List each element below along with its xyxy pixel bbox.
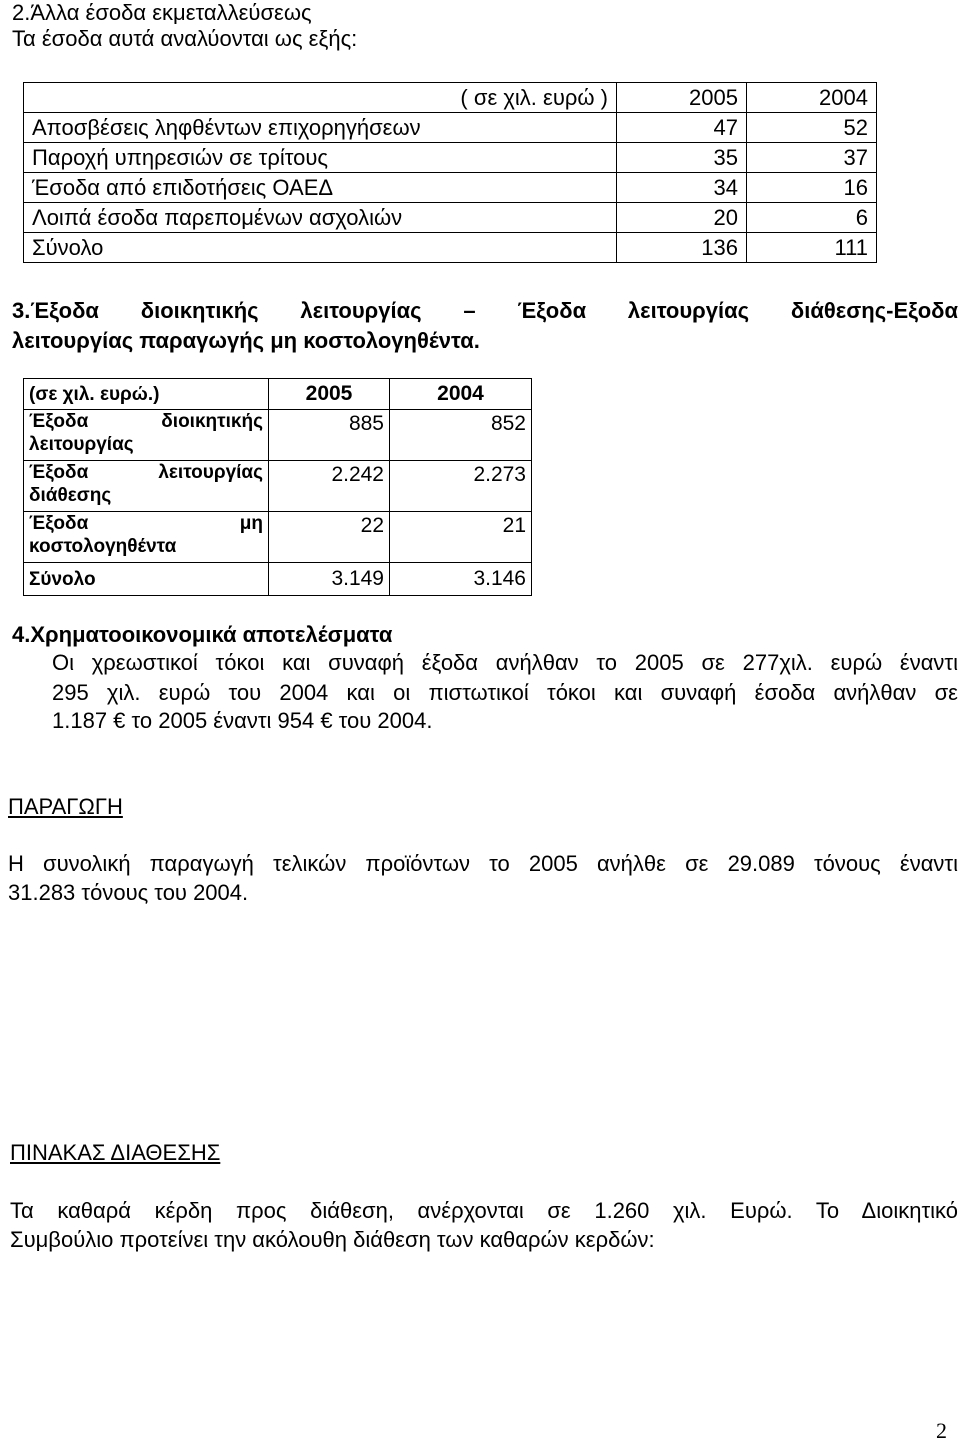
production-heading: ΠΑΡΑΓΩΓΗ [8,794,123,819]
row-value-2005: 35 [617,143,747,173]
header-unit: (σε χιλ. ευρώ.) [24,379,269,410]
section4-line1: Οι χρεωστικοί τόκοι και συναφή έξοδα ανήλθαν το 2005 σε 277χιλ. ευρώ έναντι [52,650,958,675]
row-value-2004: 852 [390,410,532,461]
row-value-2005: 22 [269,512,390,563]
total-value-2004: 111 [747,233,877,263]
table-row [24,512,532,563]
total-label: Σύνολο [24,233,617,263]
row-value-2005: 2.242 [269,461,390,512]
total-value-2005: 136 [617,233,747,263]
table-row [24,203,877,233]
header-year-2005: 2005 [269,379,390,410]
row-value-2005: 885 [269,410,390,461]
row-label: Λοιπά έσοδα παρεπομένων ασχολιών [24,203,617,233]
header-year-2004: 2004 [390,379,532,410]
row-label: Έσοδα από επιδοτήσεις ΟΑΕΔ [24,173,617,203]
page-number: 2 [936,1418,947,1443]
distribution-line2: Συμβούλιο προτείνει την ακόλουθη διάθεση των καθαρών κερδών: [10,1227,655,1252]
row-label: Έξοδα μη κοστολογηθέντα [24,512,269,563]
row-label: Έξοδα λειτουργίας διάθεσης [24,461,269,512]
table-header-row [24,83,877,113]
row-label: Αποσβέσεις ληφθέντων επιχορηγήσεων [24,113,617,143]
row-value-2004: 6 [747,203,877,233]
row-label: Παροχή υπηρεσιών σε τρίτους [24,143,617,173]
table-row [24,143,877,173]
section4-line3: 1.187 € το 2005 έναντι 954 € του 2004. [52,708,433,733]
table-total-row [24,233,877,263]
row-value-2005: 34 [617,173,747,203]
header-year-2004: 2004 [747,83,877,113]
table-row [24,461,532,512]
table-total-row [24,563,532,596]
section4-line2: 295 χιλ. ευρώ του 2004 και οι πιστωτικοί τόκοι και συναφή έσοδα ανήλθαν σε [52,680,958,705]
distribution-heading: ΠΙΝΑΚΑΣ ΔΙΑΘΕΣΗΣ [10,1140,221,1165]
row-value-2005: 20 [617,203,747,233]
table-header-row [24,379,532,410]
section4-heading: 4.Χρηματοοικονομικά αποτελέσματα [12,622,393,647]
row-value-2004: 37 [747,143,877,173]
section3-heading-line1: 3.Έξοδα διοικητικής λειτουργίας – Έξοδα λειτουργίας διάθεσης-Εξοδα [12,298,958,323]
expenses-table [23,378,532,596]
row-value-2004: 2.273 [390,461,532,512]
total-value-2004: 3.146 [390,563,532,596]
section3-heading-line2: λειτουργίας παραγωγής μη κοστολογηθέντα. [12,328,480,353]
row-value-2004: 21 [390,512,532,563]
other-income-table [23,82,877,263]
row-value-2005: 47 [617,113,747,143]
distribution-line1: Τα καθαρά κέρδη προς διάθεση, ανέρχονται σε 1.260 χιλ. Ευρώ. Το Διοικητικό [10,1198,958,1223]
production-line2: 31.283 τόνους του 2004. [8,880,249,905]
table-row [24,113,877,143]
total-label: Σύνολο [24,563,269,596]
section2-intro: Τα έσοδα αυτά αναλύονται ως εξής: [12,26,358,51]
table-row [24,410,532,461]
header-unit: ( σε χιλ. ευρώ ) [24,83,617,113]
section2-heading: 2.Άλλα έσοδα εκμεταλλεύσεως [12,0,312,25]
row-value-2004: 16 [747,173,877,203]
production-line1: Η συνολική παραγωγή τελικών προϊόντων το 2005 ανήλθε σε 29.089 τόνους έναντι [8,851,958,876]
header-year-2005: 2005 [617,83,747,113]
total-value-2005: 3.149 [269,563,390,596]
row-label: Έξοδα διοικητικής λειτουργίας [24,410,269,461]
row-value-2004: 52 [747,113,877,143]
table-row [24,173,877,203]
